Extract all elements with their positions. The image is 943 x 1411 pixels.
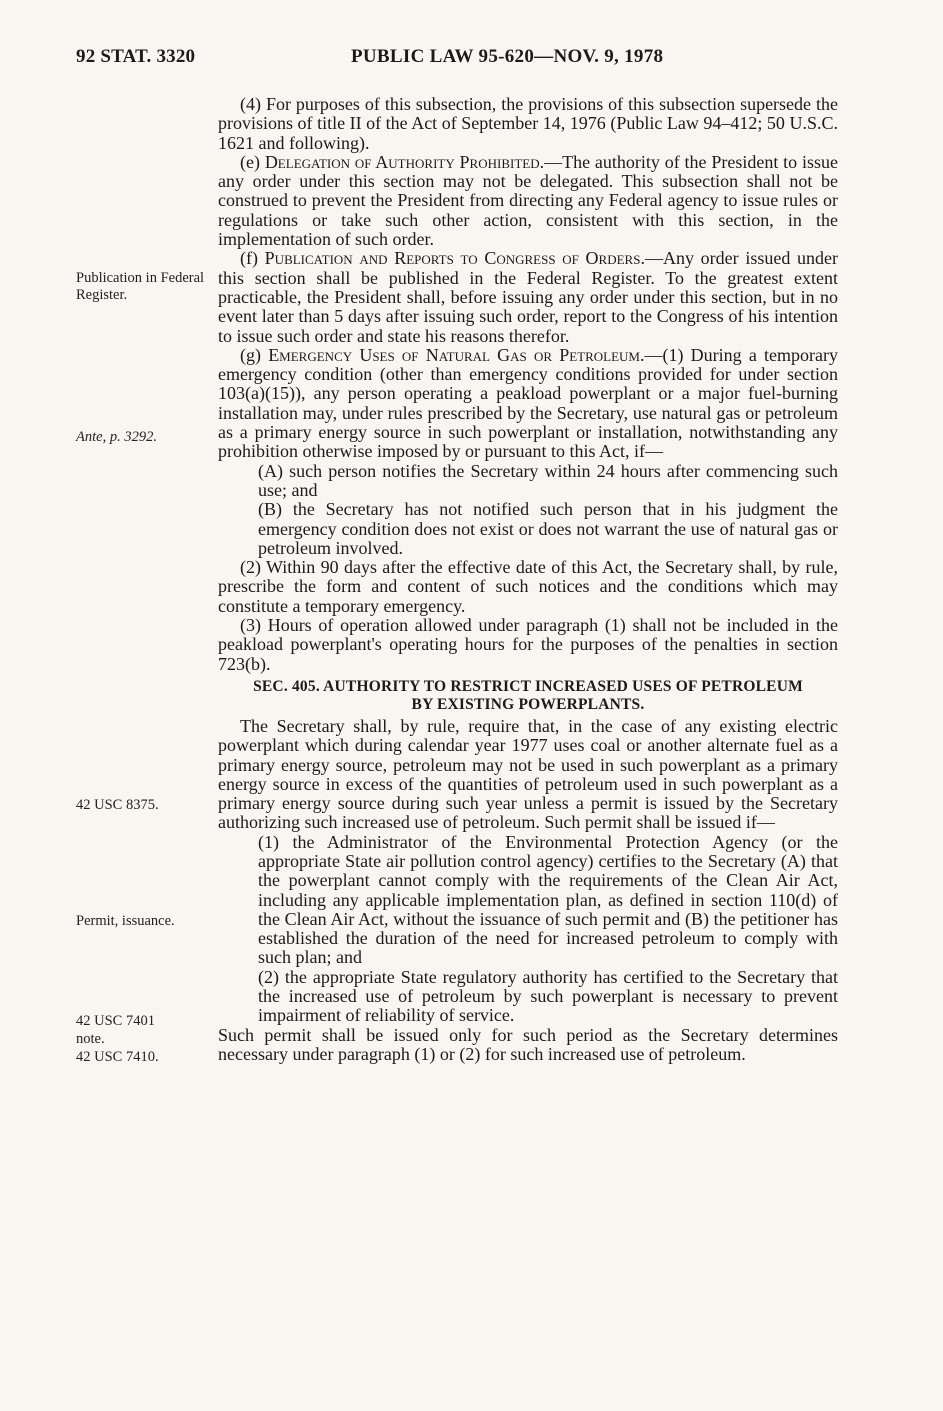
- section-405-heading: [218, 678, 838, 714]
- subsection-g-heading: Emergency Uses of Natural Gas or Petroleum.: [268, 344, 645, 365]
- subsection-e-text: —The authority of the President to issue any order under this section may not be delegated. This subsection shall not be construed to prevent the President from directing any Federal agency to issue rules or regulations or take such other action, consistent with this section, in the implementation of such order.: [218, 151, 838, 250]
- section-405-clause-1: (1) the Administrator of the Environmental Protection Agency (or the appropriate State air pollution control agency) certifies to the Secretary (A) that the powerplant cannot comply with the requirements of the Clean Air Act, including any applicable implementation plan, as defined in section 110(d) of the Clean Air Act, without the issuance of such permit and (B) the petitioner has established the duration of the need for increased petroleum to comply with such plan; and: [258, 831, 838, 968]
- subsection-e-heading: Delegation of Authority Prohibited.: [264, 151, 545, 172]
- subsection-f-heading: Publication and Reports to Congress of Orders.: [264, 248, 645, 269]
- paragraph-g-3: (3) Hours of operation allowed under paragraph (1) shall not be included in the peakload powerplant's operating hours for the purposes of the penalties in section 723(b).: [218, 615, 838, 674]
- section-405-text: The Secretary shall, by rule, require that, in the case of any existing electric powerplant which during calendar year 1977 uses coal or another alternate fuel as a primary energy source, petroleum may not be used in such powerplant as a primary energy source in excess of the quantities of petroleum used in such powerplant as a primary energy source during such year unless a permit is issued by the Secretary authorizing such increased use of petroleum. Such permit shall be issued if—: [218, 715, 838, 833]
- subsection-g-text: —(1) During a temporary emergency condition (other than emergency conditions provided for under section 103(a)(15)), any person operating a peakload powerplant or a major fuel-burning installation may, under rules prescribed by the Secretary, use natural gas or petroleum as a primary energy source in such powerplant or installation, notwithstanding any prohibition otherwise imposed by or pursuant to this Act, if—: [218, 344, 838, 462]
- body-text: [218, 95, 838, 1064]
- subsection-g: [218, 346, 838, 462]
- subsection-e-label: (e): [240, 151, 265, 172]
- running-header: PUBLIC LAW 95-620—NOV. 9, 1978: [351, 46, 664, 67]
- section-405-heading-line2: BY EXISTING POWERPLANTS.: [411, 695, 645, 713]
- clause-g-A: (A) such person notifies the Secretary within 24 hours after commencing such use; and: [258, 460, 838, 500]
- subsection-e: [218, 153, 838, 249]
- margin-note-permit: Permit, issuance.: [76, 913, 175, 929]
- subsection-g-label: (g): [240, 344, 269, 365]
- clause-g-B: (B) the Secretary has not notified such person that in his judgment the emergency condition does not exist or does not warrant the use of natural gas or petroleum involved.: [258, 499, 838, 558]
- margin-note-publication: Publication in Federal Register.: [76, 270, 205, 303]
- margin-note-ante: Ante, p. 3292.: [76, 429, 157, 445]
- paragraph-4: (4) For purposes of this subsection, the provisions of this subsection supersede the provisions of title II of the Act of September 14, 1976 (Public Law 94–412; 50 U.S.C. 1621 and following).: [218, 94, 838, 153]
- subsection-f-label: (f): [240, 248, 265, 269]
- section-405-closing: Such permit shall be issued only for such period as the Secretary determines necessary under paragraph (1) or (2) for such increased use of petroleum.: [218, 1024, 838, 1064]
- subsection-f: [218, 249, 838, 345]
- margin-note-usc-8375: 42 USC 8375.: [76, 797, 159, 813]
- statute-page-number: 92 STAT. 3320: [76, 46, 196, 67]
- margin-note-usc-7401-note: note.: [76, 1031, 105, 1047]
- subsection-f-text: —Any order issued under this section shall be published in the Federal Register. To the greatest extent practicable, the President shall, before issuing any order under this section, but in no event later than 5 days after issuing such order, report to the Congress of his intention to issue such order and state his reasons therefor.: [218, 248, 838, 346]
- margin-note-usc-7401: 42 USC 7401: [76, 1013, 155, 1029]
- margin-note-usc-7410: 42 USC 7410.: [76, 1049, 159, 1065]
- section-405-clause-2: (2) the appropriate State regulatory authority has certified to the Secretary that the increased use of petroleum by such powerplant is necessary to prevent impairment of reliability of service.: [258, 966, 838, 1026]
- section-405-heading-line1: SEC. 405. AUTHORITY TO RESTRICT INCREASED USES OF PETROLEUM: [253, 677, 803, 695]
- paragraph-g-2: (2) Within 90 days after the effective date of this Act, the Secretary shall, by rule, prescribe the form and content of such notices and the conditions which may constitute a temporary emergency.: [218, 557, 838, 616]
